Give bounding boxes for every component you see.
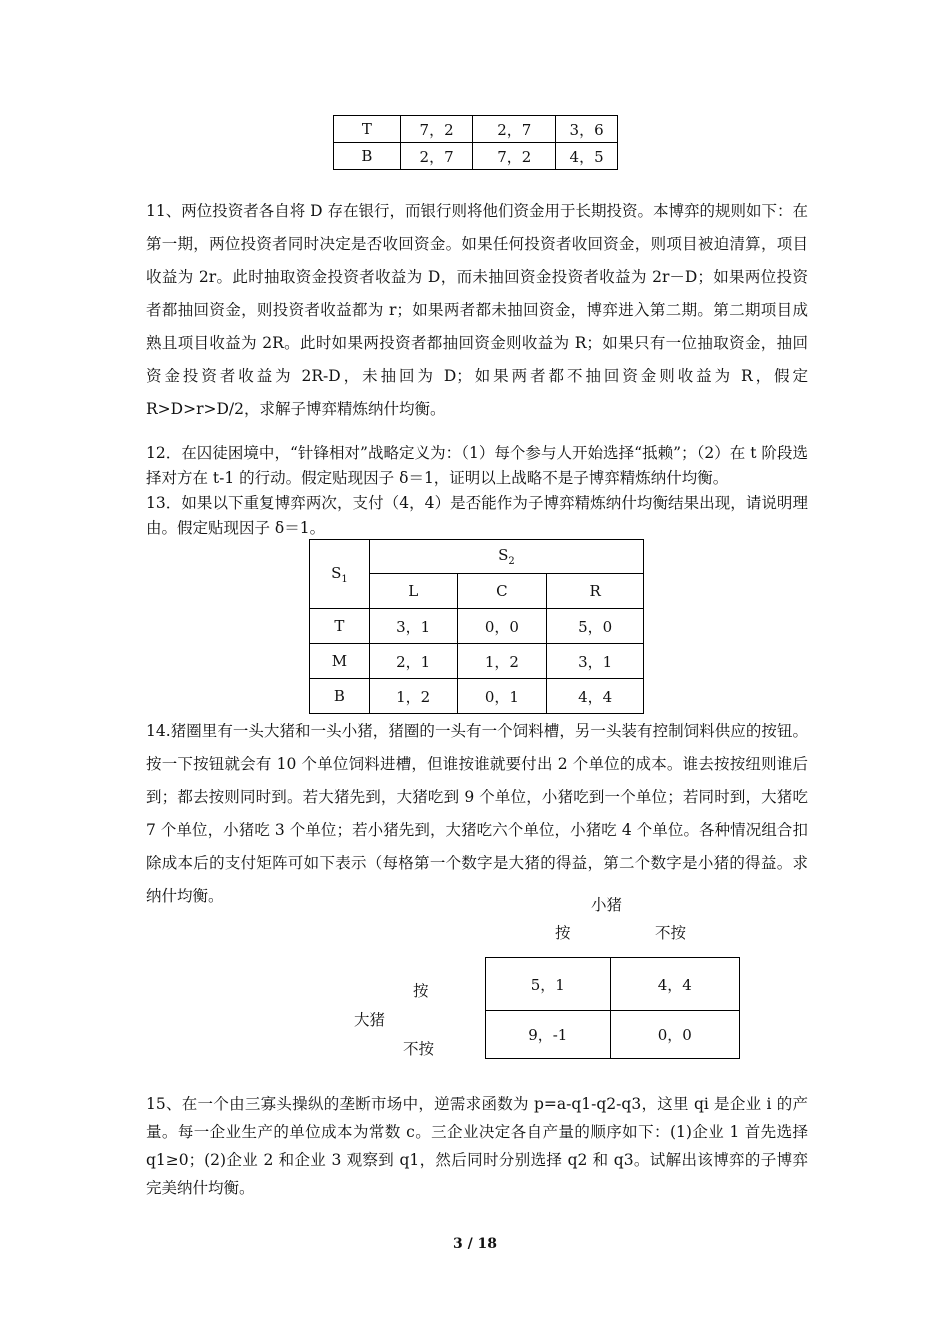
cell: 3，1	[369, 609, 457, 644]
cell: 1，2	[369, 679, 457, 714]
table-row	[310, 609, 644, 644]
player2-header: $S_2$	[369, 540, 643, 574]
col-press-label: 按	[555, 924, 571, 942]
table-row	[486, 958, 740, 1011]
table-row	[310, 540, 644, 574]
question-15: 15、在一个由三寡头操纵的垄断市场中，逆需求函数为 p=a-q1-q2-q3，这里 qi 是企业 i 的产量。每一企业生产的单位成本为常数 c。三企业决定各自产量的顺序如下：(1)企业 1 首先选择 q1≥0；(2)企业 2 和企业 3 观察到 q1，然后同时分别选择 q2 和 q3。试解出该博弈的子博弈完美纳什均衡。	[146, 1095, 808, 1197]
cell: 4，5	[556, 143, 618, 170]
row-not-press-label: 不按	[403, 1040, 435, 1058]
table-row	[310, 679, 644, 714]
cell: 3，6	[556, 116, 618, 143]
cell: 0，0	[457, 609, 547, 644]
column-header: C	[457, 574, 547, 609]
table-row	[334, 143, 618, 170]
payoff-table-13	[309, 539, 644, 714]
row-label: B	[310, 679, 370, 714]
table-row	[310, 644, 644, 679]
table-row	[486, 1011, 740, 1059]
question-14: 14.猪圈里有一头大猪和一头小猪，猪圈的一头有一个饲料槽，另一头装有控制饲料供应的按钮。按一下按钮就会有 10 个单位饲料进槽，但谁按谁就要付出 2 个单位的成本。谁去按按纽则谁后到；都去按则同时到。若大猪先到，大猪吃到 9 个单位，小猪吃到一个单位；若同时到，大猪吃 7 个单位，小猪吃 3 个单位；若小猪先到，大猪吃六个单位，小猪吃 4 个单位。各种情况组合扣除成本后的支付矩阵可如下表示（每格第一个数字是大猪的得益，第二个数字是小猪的得益。求纳什均衡。	[146, 722, 808, 905]
row-label: M	[310, 644, 370, 679]
row-label: T	[334, 116, 401, 143]
cell: 5，1	[486, 958, 611, 1011]
cell: 7，2	[473, 143, 556, 170]
cell: 5，0	[547, 609, 644, 644]
cell: 0，0	[610, 1011, 739, 1059]
pig-payoff-table	[485, 957, 740, 1059]
big-pig-label: 大猪	[354, 1011, 386, 1029]
table-row	[334, 116, 618, 143]
payoff-table-top	[333, 115, 618, 170]
question-12: 12．在囚徒困境中，“针锋相对”战略定义为：（1）每个参与人开始选择“抵赖”；（2）在 t 阶段选择对方在 t-1 的行动。假定贴现因子 δ＝1，证明以上战略不是子博弈精炼纳什均衡。	[146, 444, 808, 487]
column-header: R	[547, 574, 644, 609]
row-press-label: 按	[413, 982, 429, 1000]
cell: 4，4	[547, 679, 644, 714]
cell: 2，7	[473, 116, 556, 143]
small-pig-label: 小猪	[591, 896, 623, 914]
column-header: L	[369, 574, 457, 609]
cell: 2，7	[400, 143, 473, 170]
col-not-press-label: 不按	[655, 924, 687, 942]
cell: 1，2	[457, 644, 547, 679]
cell: 4，4	[610, 958, 739, 1011]
cell: 3，1	[547, 644, 644, 679]
cell: 7，2	[400, 116, 473, 143]
row-label: T	[310, 609, 370, 644]
question-13: 13．如果以下重复博弈两次，支付（4，4）是否能作为子博弈精炼纳什均衡结果出现，请说明理由。假定贴现因子 δ＝1。	[146, 494, 808, 537]
cell: 9，-1	[486, 1011, 611, 1059]
page-number: 3 / 18	[452, 1236, 498, 1252]
question-11: 11、两位投资者各自将 D 存在银行，而银行则将他们资金用于长期投资。本博弈的规则如下：在第一期，两位投资者同时决定是否收回资金。如果任何投资者收回资金，则项目被迫清算，项目收益为 2r。此时抽取资金投资者收益为 D，而未抽回资金投资者收益为 2r－D；如果两位投资者都抽回资金，则投资者收益都为 r；如果两者都未抽回资金，博弈进入第二期。第二期项目成熟且项目收益为 2R。此时如果两投资者都抽回资金则收益为 R；如果只有一位抽取资金，抽回资金投资者收益为 2R-D，未抽回为 D；如果两者都不抽回资金则收益为 R，假定 R>D>r>D/2，求解子博弈精炼纳什均衡。	[146, 202, 809, 418]
cell: 0，1	[457, 679, 547, 714]
player1-header: $S_1$	[310, 540, 370, 609]
row-label: B	[334, 143, 401, 170]
cell: 2，1	[369, 644, 457, 679]
